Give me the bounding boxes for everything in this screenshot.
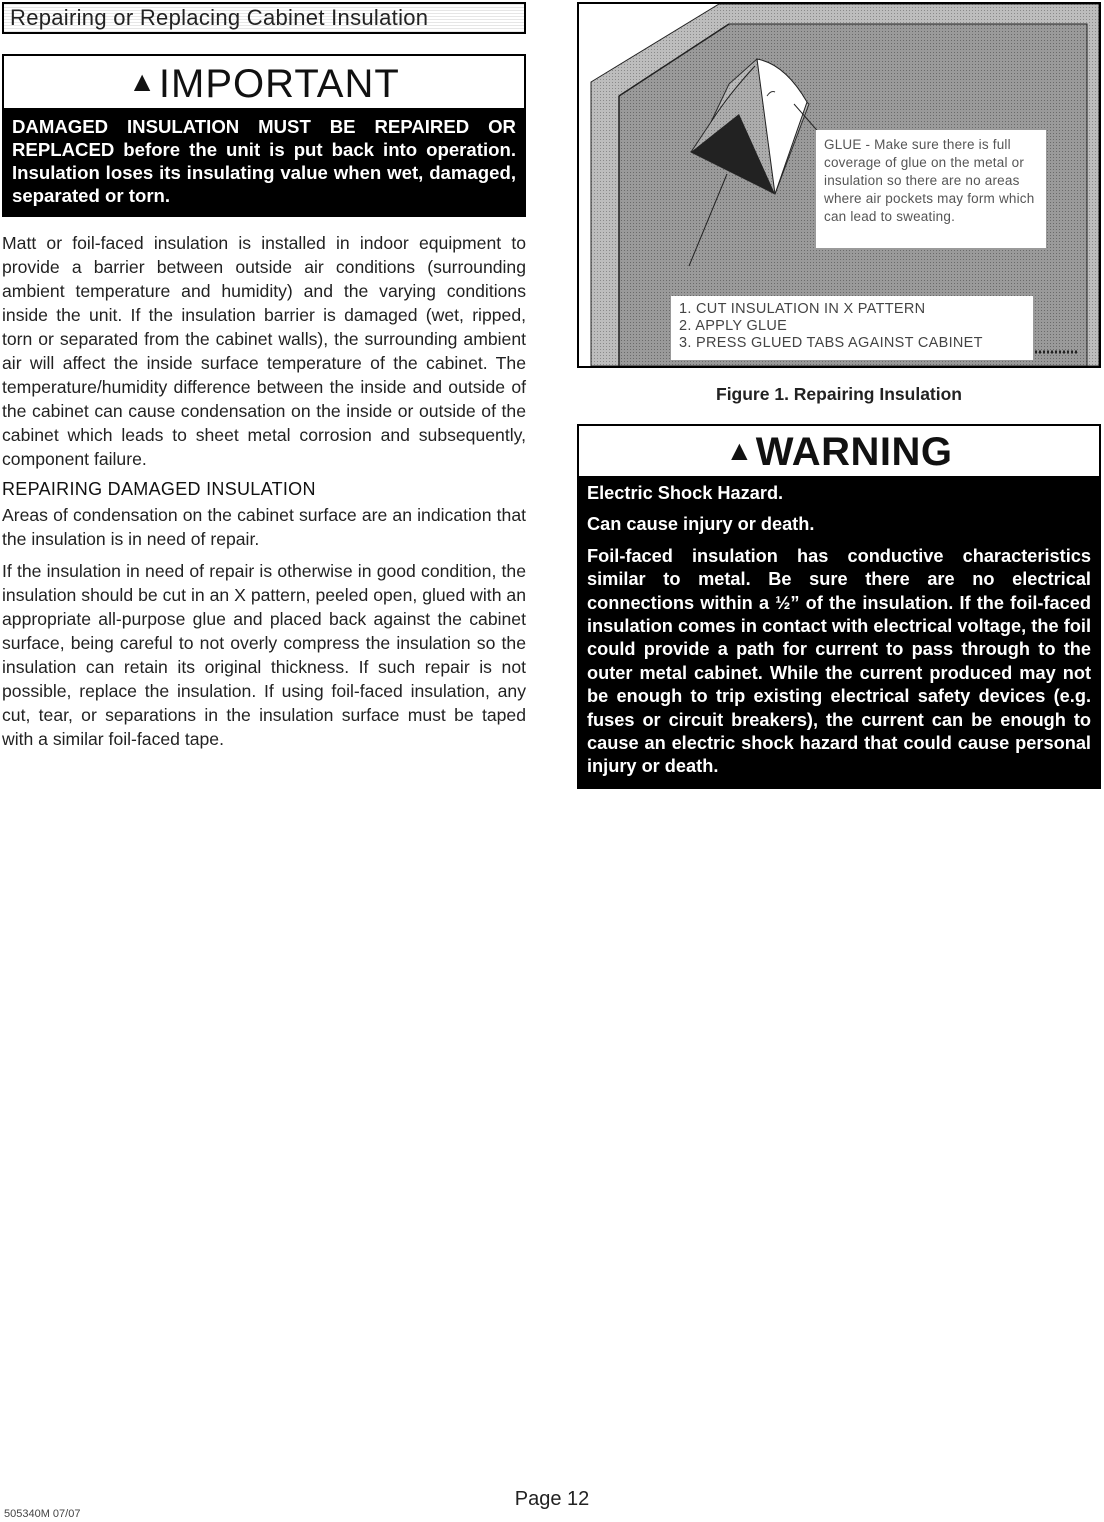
figure-caption: Figure 1. Repairing Insulation bbox=[716, 384, 962, 404]
important-body bbox=[4, 108, 524, 215]
warning-consequence: Can cause injury or death. bbox=[587, 514, 815, 535]
important-title: ▲IMPORTANT bbox=[128, 62, 400, 106]
step-1: 1. CUT INSULATION IN X PATTERN bbox=[679, 301, 926, 317]
right-column bbox=[577, 2, 1101, 789]
repair-heading: REPAIRING DAMAGED INSULATION bbox=[2, 479, 316, 499]
repair-paragraph-1: Areas of condensation on the cabinet surface are an indication that the insulation is in need of repair. bbox=[2, 505, 526, 549]
warning-triangle-icon: ▲ bbox=[725, 435, 754, 466]
intro-paragraph: Matt or foil-faced insulation is installed in indoor equipment to provide a barrier between outside air conditions (surrounding ambient temperature and humidity) and the varying conditions inside the unit. If the insulation barrier is damaged (wet, ripped, torn or separated from the cabinet walls), the surrounding ambient air will affect the inside surface temperature of the cabinet. The temperature/humidity difference between the inside and outside of the cabinet can cause condensation on the inside or outside of the cabinet which leads to sheet metal corrosion and subsequently, component failure. bbox=[2, 233, 526, 469]
document-id: 505340M 07/07 bbox=[4, 1508, 81, 1520]
important-text: DAMAGED INSULATION MUST BE REPAIRED OR REPLACED before the unit is put back into operation. Insulation loses its insulating value when wet, damaged, separated or torn. bbox=[12, 116, 516, 206]
warning-triangle-icon: ▲ bbox=[128, 66, 157, 97]
step-3: 3. PRESS GLUED TABS AGAINST CABINET bbox=[679, 335, 983, 351]
left-column bbox=[2, 2, 526, 751]
warning-detail: Foil-faced insulation has conductive characteristics similar to metal. Be sure there are no electrical connections within a ½” of the insulation. If the foil-faced insulation comes in contact with electrical voltage, the foil could provide a path for current to pass through to the outer metal cabinet. While the current produced may not be enough to trip existing electrical safety devices (e.g. fuses or circuit breakers), the current can be enough to cause an electric shock hazard that could cause personal injury or death. bbox=[587, 545, 1091, 777]
section-title: Repairing or Replacing Cabinet Insulation bbox=[2, 2, 526, 34]
page-number: Page 12 bbox=[514, 1488, 590, 1510]
warning-title: ▲WARNING bbox=[725, 430, 953, 474]
glue-note: GLUE - Make sure there is full coverage of glue on the metal or insulation so there are no areas where air pockets may form which can lead to sweating. bbox=[816, 130, 1046, 248]
important-notice bbox=[2, 54, 526, 217]
repair-paragraph-2: If the insulation in need of repair is otherwise in good condition, the insulation should be cut in an X pattern, peeled open, glued with an appropriate all-purpose glue and placed back against the cabinet surface, being careful to not overly compress the insulation so the insulation can retain its original thickness. If such repair is not possible, replace the insulation. If using foil-faced insulation, any cut, tear, or separations in the insulation surface must be taped with a similar foil-faced tape. bbox=[2, 561, 526, 749]
warning-notice bbox=[577, 424, 1101, 789]
warning-body bbox=[579, 476, 1099, 787]
step-2: 2. APPLY GLUE bbox=[679, 318, 788, 334]
figure-illustration bbox=[577, 2, 1101, 368]
warning-hazard: Electric Shock Hazard. bbox=[587, 483, 784, 503]
repair-steps bbox=[671, 296, 1033, 360]
